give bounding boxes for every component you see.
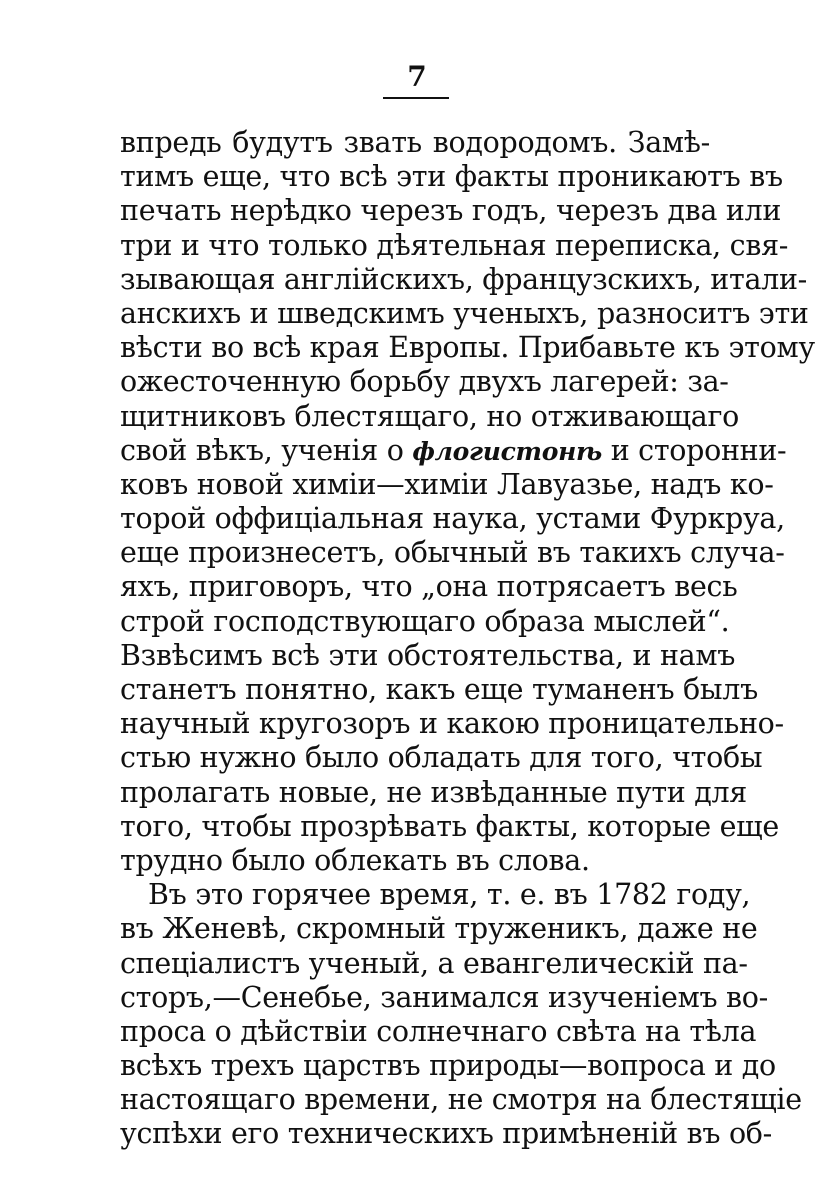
text-line: настоящаго времени, не смотря на блестящіе — [120, 1083, 802, 1117]
text-line: ожесточенную борьбу двухъ лагерей: за- — [120, 365, 729, 399]
text-line: пролагать новые, не извѣданные пути для — [120, 775, 747, 809]
text-line: того, чтобы прозрѣвать факты, которые еще — [120, 809, 779, 843]
text-line — [120, 433, 787, 468]
text-line: еще произнесетъ, обычный въ такихъ случа- — [120, 536, 785, 570]
page-number: 7 — [407, 60, 427, 93]
text-line: стью нужно было обладать для того, чтобы — [120, 741, 763, 775]
text-segment: и сторонни- — [601, 433, 787, 467]
body-text — [120, 126, 815, 1152]
text-line: Въ это горячее время, т. е. въ 1782 году, — [148, 878, 751, 912]
text-line: спеціалистъ ученый, а евангелическій па- — [120, 946, 748, 980]
text-line: впредь будутъ звать водородомъ. Замѣ- — [120, 126, 710, 159]
page-number-rule — [383, 97, 449, 99]
text-line: анскихъ и шведскимъ ученыхъ, разноситъ эти — [120, 296, 809, 330]
text-line: вѣсти во всѣ края Европы. Прибавьте къ этому — [120, 331, 815, 365]
text-line: тимъ еще, что всѣ эти факты проникаютъ въ — [120, 160, 783, 194]
text-line: яхъ, приговоръ, что „она потрясаетъ весь — [120, 570, 738, 604]
text-line: Взвѣсимъ всѣ эти обстоятельства, и намъ — [120, 638, 736, 672]
text-line: всѣхъ трехъ царствъ природы—вопроса и до — [120, 1049, 776, 1083]
text-line: строй господствующаго образа мыслей“. — [120, 604, 730, 638]
text-line: ковъ новой химіи—химіи Лавуазье, надъ ко- — [120, 467, 774, 501]
text-line: научный кругозоръ и какою проницательно- — [120, 707, 784, 741]
text-line: сторъ,—Сенебье, занимался изученіемъ во- — [120, 980, 768, 1014]
text-line: зывающая англійскихъ, французскихъ, итали- — [120, 262, 807, 296]
text-line: проса о дѣйствіи солнечнаго свѣта на тѣла — [120, 1014, 757, 1048]
text-line: трудно было облекать въ слова. — [120, 843, 590, 877]
text-line: три и что только дѣятельная переписка, свя- — [120, 228, 789, 262]
italic-term: флогистонѣ — [412, 436, 602, 466]
text-line: успѣхи его техническихъ примѣненій въ об- — [120, 1117, 772, 1151]
text-line: торой оффиціальная наука, устами Фуркруа, — [120, 502, 785, 536]
text-line: станетъ понятно, какъ еще туманенъ былъ — [120, 673, 758, 706]
text-line: печать нерѣдко черезъ годъ, черезъ два или — [120, 194, 782, 228]
text-segment: свой вѣкъ, ученія о — [120, 433, 413, 467]
text-line: щитниковъ блестящаго, но отживающаго — [120, 399, 739, 433]
text-line: въ Женевѣ, скромный труженикъ, даже не — [120, 912, 758, 946]
